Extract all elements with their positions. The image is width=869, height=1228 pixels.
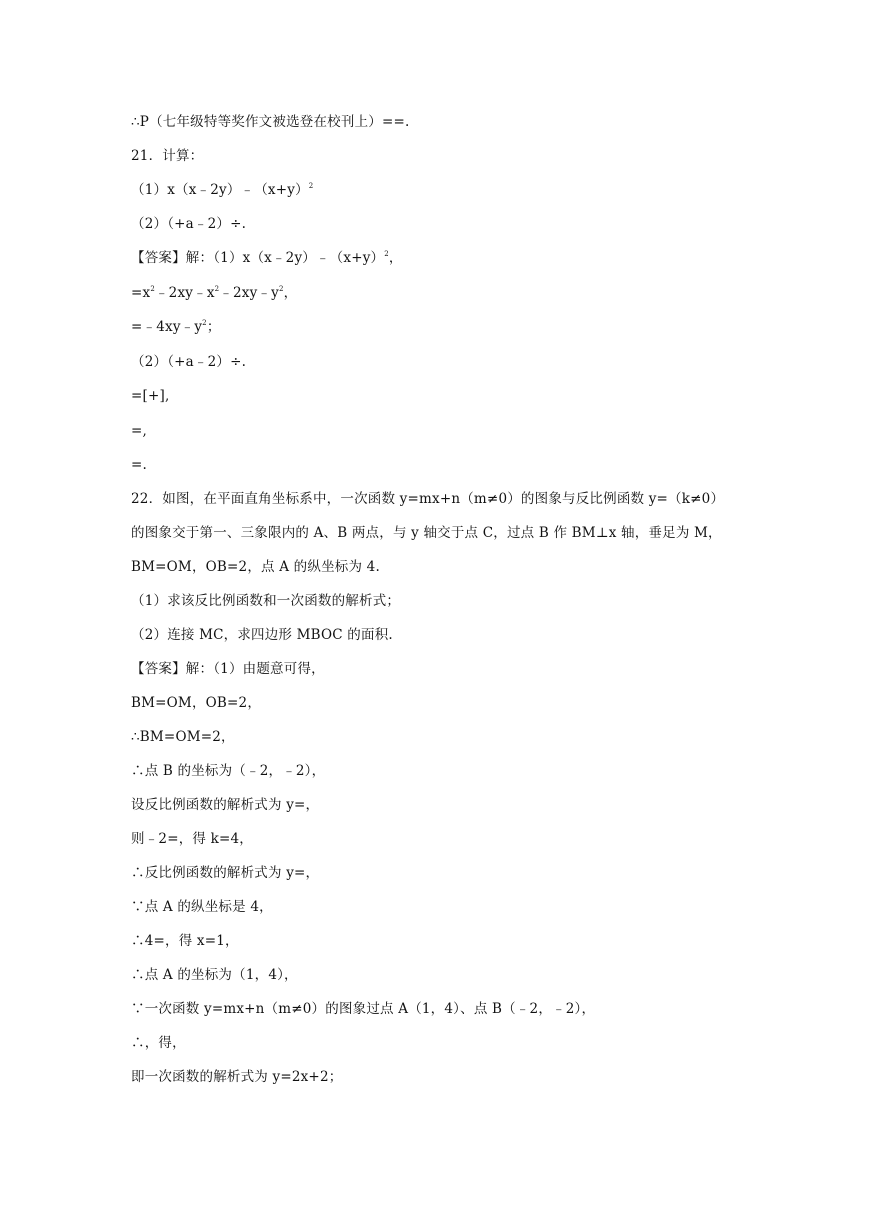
exponent: 2 <box>202 319 207 327</box>
answer-21-part-2: （2）（+a﹣2）÷. <box>131 354 247 370</box>
answer-22-step-5: 则﹣2=，得 k=4， <box>131 831 253 847</box>
exponent: 2 <box>278 285 284 293</box>
answer-22-start: 【答案】解：（1）由题意可得， <box>131 661 325 677</box>
question-22-line-2: 的图象交于第一、三象限内的 A、B 两点，与 y 轴交于点 C，过点 B 作 BM⊥x 轴，垂足为 M， <box>131 525 722 541</box>
question-21-part-1 <box>131 180 771 200</box>
question-22-part-2: （2）连接 MC，求四边形 MBOC 的面积. <box>131 627 393 643</box>
answer-21-step-1 <box>131 283 771 303</box>
answer-22-step-8: ∴4=，得 x=1， <box>131 933 239 949</box>
expr-text: ﹣2xy﹣x <box>154 285 215 301</box>
expr-text: ﹣2xy﹣y <box>219 285 279 301</box>
question-21-heading: 21．计算： <box>131 148 204 164</box>
expr-text: =﹣4xy﹣y <box>131 319 203 335</box>
question-22-line-1: 22．如图，在平面直角坐标系中，一次函数 y=mx+n（m≠0）的图象与反比例函数 y=（k≠0） <box>131 491 725 507</box>
answer-22-step-7: ∵点 A 的纵坐标是 4， <box>131 899 273 915</box>
answer-22-step-4: 设反比例函数的解析式为 y=， <box>131 797 320 813</box>
answer-22-step-6: ∴反比例函数的解析式为 y=， <box>131 865 320 881</box>
punct: ， <box>283 285 298 301</box>
exponent: 2 <box>214 285 220 293</box>
answer-22-step-12: 即一次函数的解析式为 y=2x+2； <box>131 1069 343 1085</box>
answer-22-step-9: ∴点 A 的坐标为（1，4）， <box>131 967 298 983</box>
question-21-part-2: （2）（+a﹣2）÷. <box>131 216 247 232</box>
exponent: 2 <box>308 182 314 190</box>
expr-text: 【答案】解：（1）x（x﹣2y）﹣（x+y） <box>131 250 385 266</box>
answer-21-step-3: =[+], <box>131 388 170 404</box>
answer-21-step-4: =, <box>131 423 148 439</box>
answer-22-step-2: ∴BM=OM=2， <box>131 729 235 745</box>
expr-text: =x <box>131 285 151 301</box>
answer-21-start <box>131 248 771 268</box>
answer-22-step-10: ∵一次函数 y=mx+n（m≠0）的图象过点 A（1，4）、点 B（﹣2，﹣2）， <box>131 1001 596 1017</box>
answer-21-step-5: =. <box>131 457 148 473</box>
question-22-line-3: BM=OM，OB=2，点 A 的纵坐标为 4. <box>131 559 380 575</box>
punct: ； <box>206 319 221 335</box>
answer-22-step-11: ∴，得， <box>131 1035 186 1051</box>
question-22-part-1: （1）求该反比例函数和一次函数的解析式； <box>131 593 401 609</box>
exponent: 2 <box>150 285 155 293</box>
answer-22-step-1: BM=OM，OB=2， <box>131 695 262 711</box>
exponent: 2 <box>384 250 389 258</box>
answer-21-step-2 <box>131 317 771 337</box>
text-line-probability: ∴P（七年级特等奖作文被选登在校刊上）==. <box>131 114 410 130</box>
expr-text: （1）x（x﹣2y）﹣（x+y） <box>131 182 309 198</box>
punct: ， <box>388 250 403 266</box>
answer-22-step-3: ∴点 B 的坐标为（﹣2，﹣2）， <box>131 763 326 779</box>
